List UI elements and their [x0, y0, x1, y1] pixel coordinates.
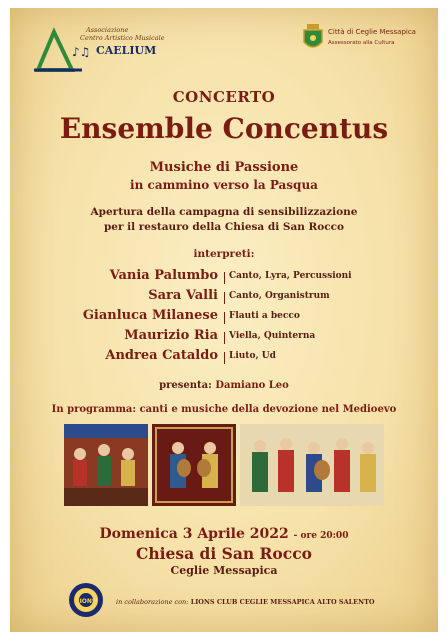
performer-row [10, 268, 438, 288]
collab-partner: LIONS CLUB CEGLIE MESSAPICA ALTO SALENTO [190, 598, 375, 606]
association-line-2: Centro Artistico Musicale [80, 34, 165, 42]
presenter-label: presenta: [159, 380, 212, 391]
event-kicker: CONCERTO [172, 88, 276, 106]
separator [224, 332, 225, 344]
performer-name: Vania Palumbo [109, 268, 218, 283]
lions-logo-text: LIONS [75, 598, 97, 605]
separator [224, 352, 225, 364]
event-time: - ore 20:00 [293, 531, 349, 541]
performer-role: Canto, Organistrum [229, 291, 330, 301]
svg-text:♪♫: ♪♫ [72, 45, 91, 59]
poster [10, 8, 438, 632]
performer-name: Maurizio Ria [124, 328, 218, 343]
association-line-1: Associazione [86, 26, 129, 34]
presenter-line [10, 380, 438, 391]
event-date-line [10, 526, 438, 542]
separator [224, 312, 225, 324]
performer-name: Gianluca Milanese [82, 308, 218, 323]
performer-name: Sara Valli [148, 288, 218, 303]
city-crest-icon [302, 24, 324, 52]
medieval-musicians-illustration-1 [64, 424, 148, 506]
performer-name: Andrea Cataldo [105, 348, 218, 363]
performer-role: Flauti a becco [229, 311, 300, 321]
purpose-line-2: per il restauro della Chiesa di San Rocco [103, 221, 345, 233]
event-town: Ceglie Messapica [170, 564, 278, 577]
performers-label: interpreti: [193, 248, 255, 260]
ensemble-title: Ensemble Concentus [59, 112, 389, 145]
event-venue: Chiesa di San Rocco [136, 544, 312, 563]
city-logo [302, 22, 422, 66]
medieval-musicians-illustration-3 [240, 424, 384, 506]
performer-row [10, 348, 438, 368]
performer-role: Canto, Lyra, Percussioni [229, 271, 352, 281]
event-date: Domenica 3 Aprile 2022 [99, 526, 289, 542]
programme-line: In programma: canti e musiche della devozione nel Medioevo [51, 404, 397, 415]
performer-row [10, 308, 438, 328]
medieval-musicians-illustration-2 [152, 424, 236, 506]
city-name: Città di Ceglie Messapica [328, 28, 416, 36]
performer-role: Liuto, Ud [229, 351, 276, 361]
separator [224, 292, 225, 304]
city-office: Assessorato alla Cultura [328, 40, 395, 46]
performer-role: Viella, Quinterna [229, 331, 316, 341]
collab-label: in collaborazione con: [116, 598, 189, 606]
caelium-logo [32, 20, 172, 78]
separator [224, 272, 225, 284]
collaboration-line [116, 598, 375, 606]
performer-row [10, 288, 438, 308]
purpose-line-1: Apertura della campagna di sensibilizzazione [90, 206, 358, 218]
performer-row [10, 328, 438, 348]
lions-club-logo-icon [68, 582, 104, 618]
presenter-name: Damiano Leo [215, 380, 289, 391]
subtitle-1: Musiche di Passione [149, 160, 299, 175]
association-name: CAELIUM [96, 44, 157, 57]
subtitle-2: in cammino verso la Pasqua [130, 178, 318, 192]
